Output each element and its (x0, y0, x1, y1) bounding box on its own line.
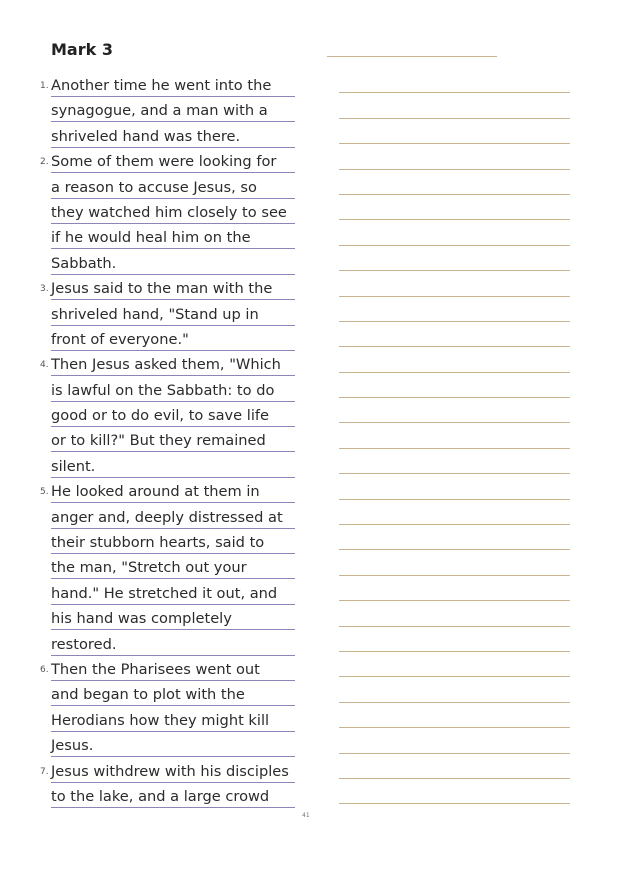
verse-line-text: anger and, deeply distressed at (51, 507, 295, 529)
verse-line-text: Then the Pharisees went out (51, 659, 295, 681)
copy-writing-line (339, 423, 570, 448)
verse-line (0, 378, 310, 403)
verse-line-text: the man, "Stretch out your (51, 557, 295, 579)
verse-number: 3. (40, 284, 49, 295)
copy-writing-line (339, 449, 570, 474)
verse-line-text: a reason to accuse Jesus, so (51, 177, 295, 199)
verse-line (0, 276, 310, 301)
copy-writing-line (339, 525, 570, 550)
verse-number: 6. (40, 664, 49, 675)
verse-line (0, 225, 310, 250)
verse-line (0, 73, 310, 98)
verse-line-text: silent. (51, 456, 295, 478)
verse-line-text: his hand was completely (51, 608, 295, 630)
copy-writing-line (339, 500, 570, 525)
copy-writing-line (339, 398, 570, 423)
verse-line-text: they watched him closely to see (51, 202, 295, 224)
verse-line (0, 555, 310, 580)
verse-line-text: good or to do evil, to save life (51, 405, 295, 427)
verse-line (0, 149, 310, 174)
verse-number: 7. (40, 766, 49, 777)
name-writing-line (327, 56, 497, 57)
verse-line (0, 352, 310, 377)
verse-line-text: He looked around at them in (51, 481, 295, 503)
page-title: Mark 3 (51, 40, 113, 59)
copy-writing-line (339, 550, 570, 575)
verse-line-text: restored. (51, 634, 295, 656)
verse-line (0, 403, 310, 428)
verse-line (0, 428, 310, 453)
verse-text-column (0, 73, 310, 809)
verse-line-text: front of everyone." (51, 329, 295, 351)
verse-line (0, 98, 310, 123)
verse-line-text: Another time he went into the (51, 75, 295, 97)
verse-line (0, 632, 310, 657)
copy-writing-line (339, 627, 570, 652)
copy-writing-line (339, 576, 570, 601)
verse-line (0, 454, 310, 479)
verse-line (0, 657, 310, 682)
verse-line (0, 200, 310, 225)
verse-line-text: their stubborn hearts, said to (51, 532, 295, 554)
verse-line-text: synagogue, and a man with a (51, 100, 295, 122)
verse-line (0, 708, 310, 733)
copy-writing-line (339, 601, 570, 626)
verse-line (0, 505, 310, 530)
verse-line-text: Jesus said to the man with the (51, 278, 295, 300)
verse-line (0, 759, 310, 784)
copy-writing-line (339, 728, 570, 753)
copy-writing-line (339, 779, 570, 804)
verse-line (0, 175, 310, 200)
copy-writing-line (339, 703, 570, 728)
verse-line (0, 479, 310, 504)
verse-line (0, 530, 310, 555)
verse-number: 2. (40, 157, 49, 168)
verse-line (0, 251, 310, 276)
copy-writing-line (339, 93, 570, 118)
verse-line-text: if he would heal him on the (51, 227, 295, 249)
copy-writing-line (339, 220, 570, 245)
page-number: 41 (302, 812, 310, 819)
verse-line-text: Then Jesus asked them, "Which (51, 354, 295, 376)
verse-line-text: shriveled hand was there. (51, 126, 295, 148)
verse-line-text: is lawful on the Sabbath: to do (51, 380, 295, 402)
copy-writing-line (339, 754, 570, 779)
verse-line-text: Some of them were looking for (51, 151, 295, 173)
copy-writing-line (339, 246, 570, 271)
verse-line-text: Herodians how they might kill (51, 710, 295, 732)
copy-writing-line (339, 170, 570, 195)
copy-writing-line (339, 144, 570, 169)
copy-writing-line (339, 652, 570, 677)
verse-line (0, 302, 310, 327)
verse-line-text: Jesus withdrew with his disciples (51, 761, 295, 783)
verse-number: 5. (40, 487, 49, 498)
verse-line-text: to the lake, and a large crowd (51, 786, 295, 808)
verse-line-text: hand." He stretched it out, and (51, 583, 295, 605)
verse-line-text: Sabbath. (51, 253, 295, 275)
copy-writing-line (339, 297, 570, 322)
verse-line (0, 682, 310, 707)
verse-line (0, 784, 310, 809)
verse-line-text: and began to plot with the (51, 684, 295, 706)
verse-line (0, 733, 310, 758)
copy-writing-column (339, 73, 570, 809)
verse-line-text: shriveled hand, "Stand up in (51, 304, 295, 326)
verse-line (0, 581, 310, 606)
verse-line-text: or to kill?" But they remained (51, 430, 295, 452)
verse-number: 1. (40, 81, 49, 91)
copy-writing-line (339, 68, 570, 93)
verse-line-text: Jesus. (51, 735, 295, 757)
verse-line (0, 124, 310, 149)
copy-writing-line (339, 677, 570, 702)
copy-writing-line (339, 195, 570, 220)
copy-writing-line (339, 271, 570, 296)
copy-writing-line (339, 119, 570, 144)
copy-writing-line (339, 347, 570, 372)
verse-number: 4. (40, 360, 49, 371)
copy-writing-line (339, 322, 570, 347)
copy-writing-line (339, 474, 570, 499)
copy-writing-line (339, 373, 570, 398)
verse-line (0, 327, 310, 352)
verse-line (0, 606, 310, 631)
